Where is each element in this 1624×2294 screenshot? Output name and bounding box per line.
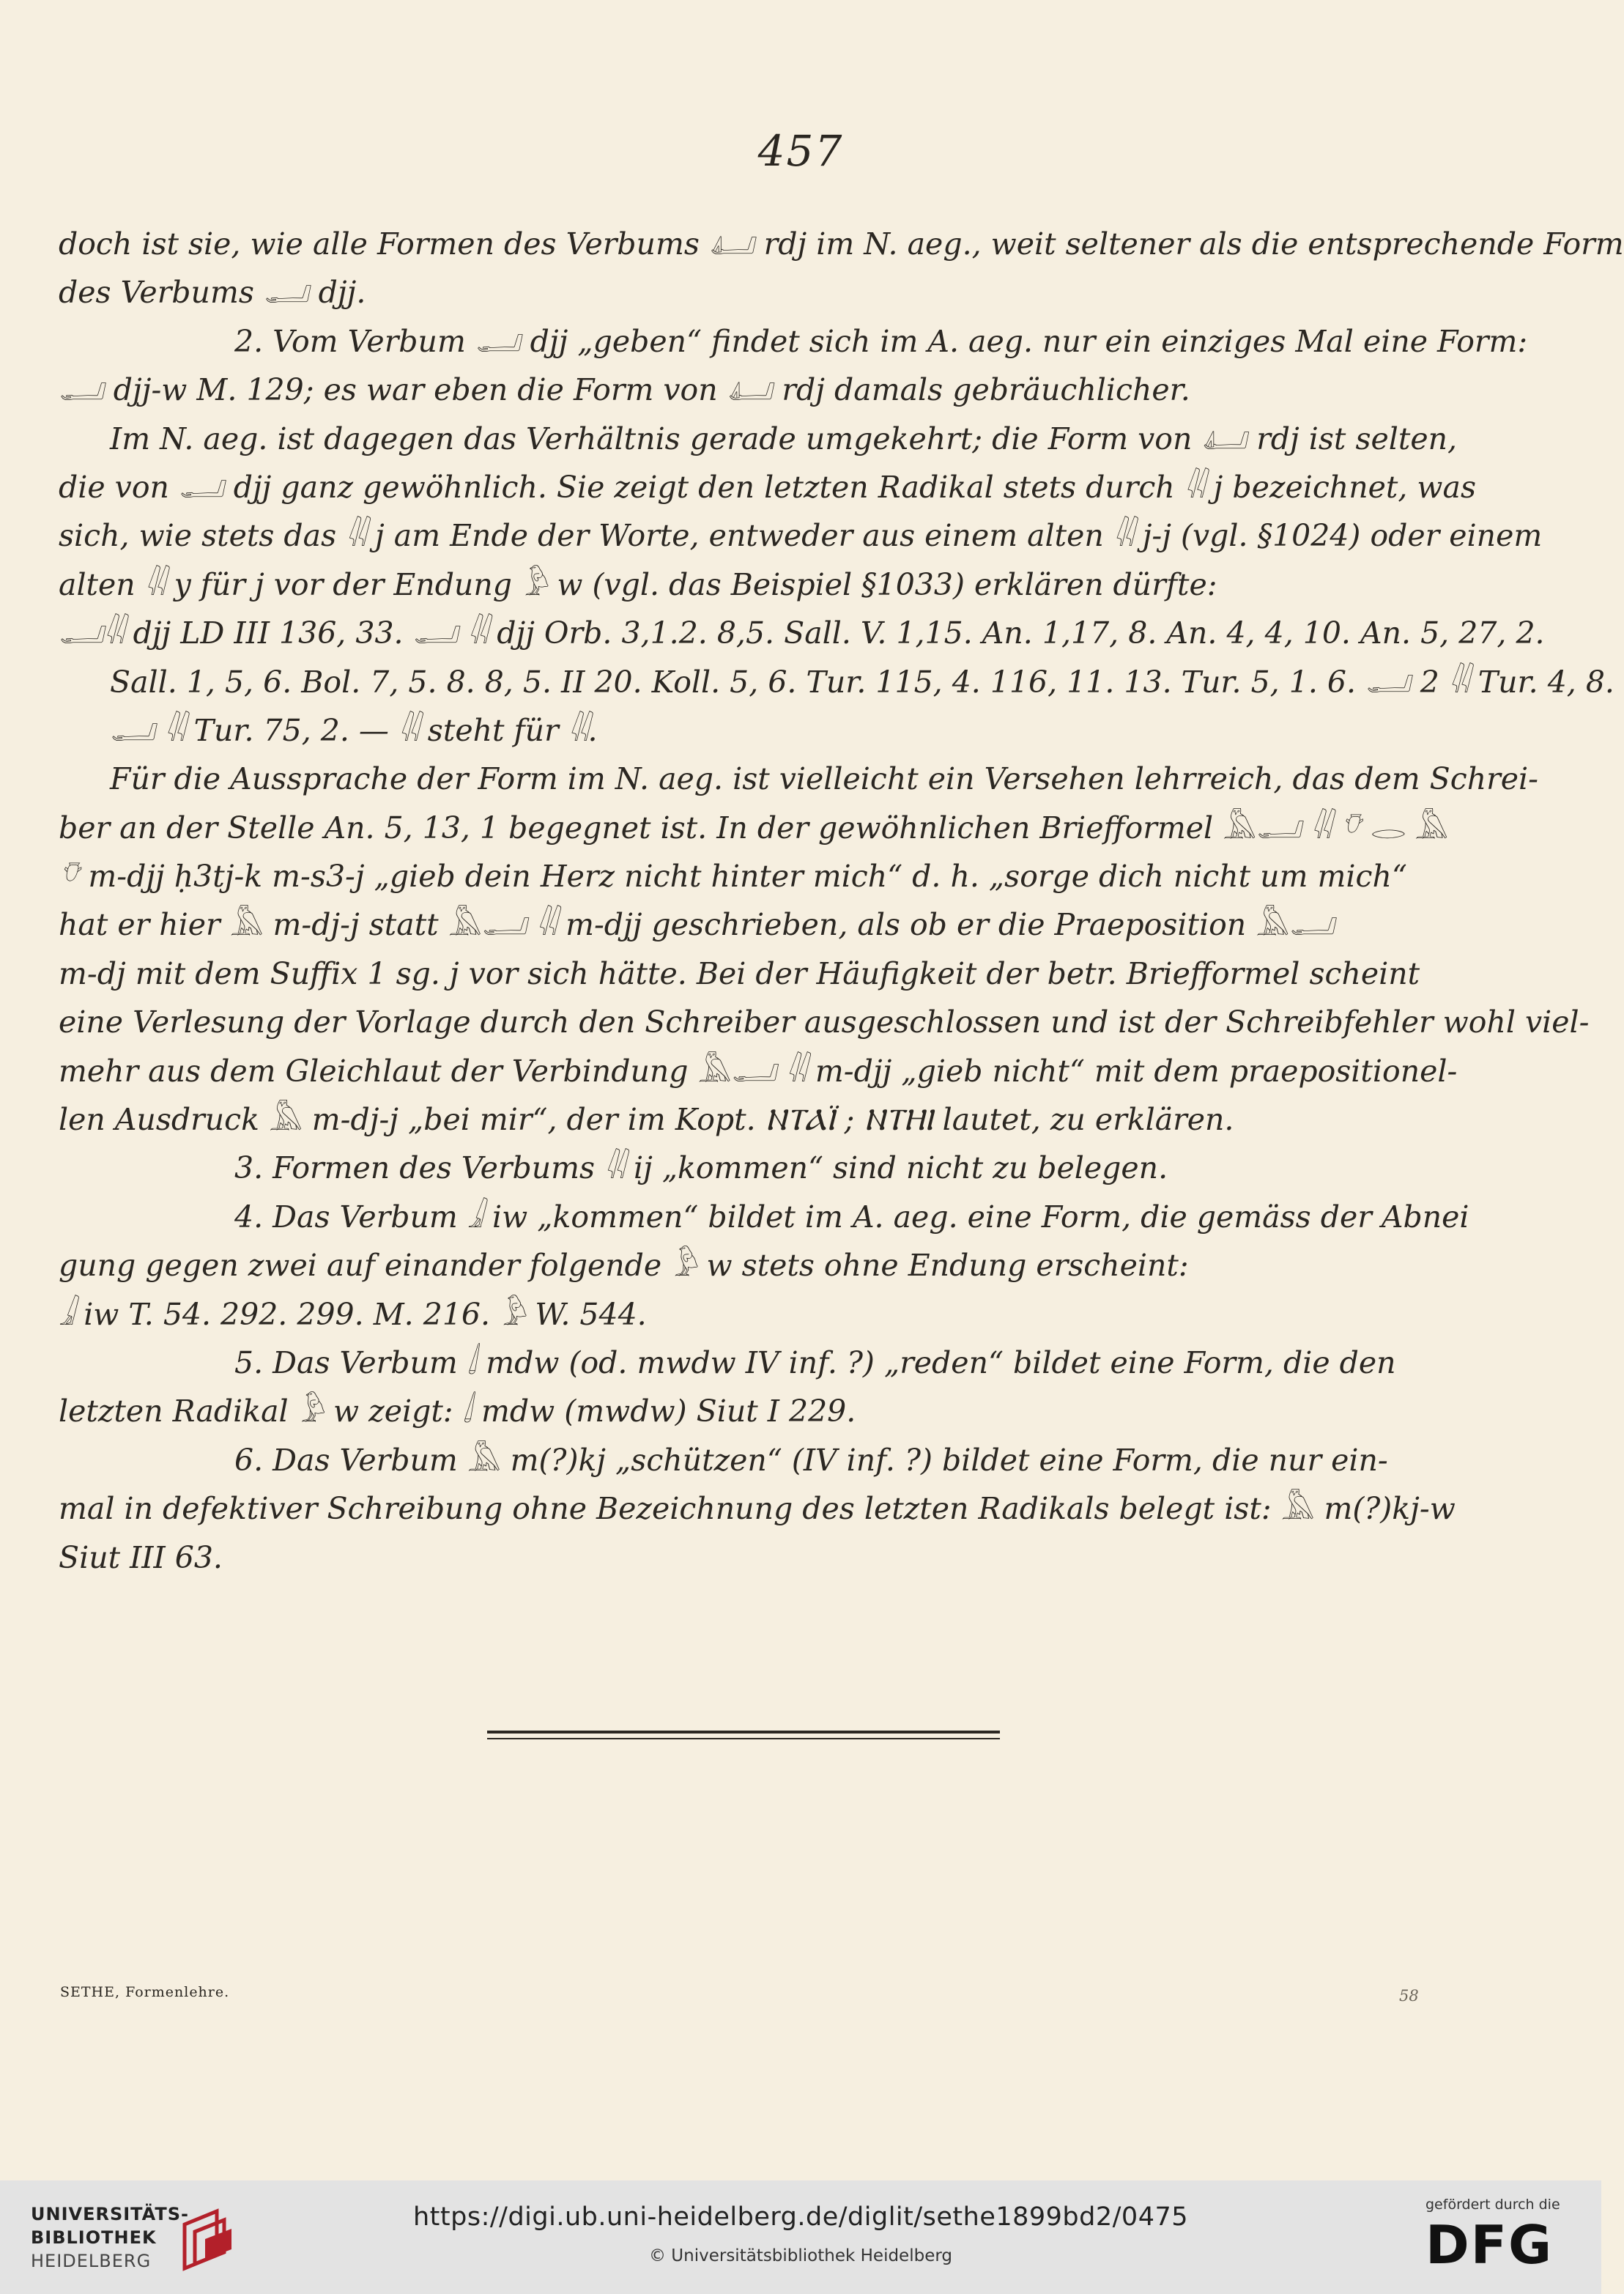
text-line: eine Verlesung der Vorlage durch den Schreiber ausgeschlossen und ist der Schreibfehler wohl viel- — [59, 1004, 1590, 1040]
text-line: 2. Vom Verbum 𓂝 djj „geben“ findet sich im A. aeg. nur ein einziges Mal eine Form: — [234, 323, 1528, 359]
closing-rule-top — [487, 1731, 1000, 1734]
text-line: sich, wie stets das 𓇌 j am Ende der Worte, entweder aus einem alten 𓇌 j-j (vgl. §1024) oder einem — [59, 518, 1543, 554]
funding-label: gefördert durch die — [1425, 2197, 1560, 2213]
dfg-logo[interactable]: DFG — [1425, 2214, 1554, 2276]
sheet-number: 58 — [1399, 1987, 1419, 2005]
text-line: Siut III 63. — [59, 1539, 223, 1575]
text-line: 3. Formen des Verbums 𓇌 ij „kommen“ sind nicht zu belegen. — [234, 1150, 1168, 1186]
text-line: alten 𓇌 y für j vor der Endung 𓅱 w (vgl. das Beispiel §1033) erklären dürfte: — [59, 566, 1217, 602]
text-line: Sall. 1, 5, 6. Bol. 7, 5. 8. 8, 5. II 20. Koll. 5, 6. Tur. 115, 4. 116, 11. 13. Tur. 5, 1. 6. 𓂝 2 𓇌 Tur. 4, 8. — [110, 664, 1614, 700]
text-line: 𓂝 djj-w M. 129; es war eben die Form von 𓂞 rdj damals gebräuchlicher. — [59, 372, 1190, 408]
text-line: 𓂝𓇌 djj LD III 136, 33. 𓂝 𓇌 djj Orb. 3,1.2. 8,5. Sall. V. 1,15. An. 1,17, 8. An. 4, 4, 10. An. 5, 27, 2. — [59, 615, 1545, 651]
text-line: doch ist sie, wie alle Formen des Verbums 𓂞 rdj im N. aeg., weit seltener als die entsprechende Form — [59, 226, 1624, 262]
text-line: mal in defektiver Schreibung ohne Bezeichnung des letzten Radikals belegt ist: 𓅓 m(?)kj-w — [59, 1491, 1456, 1527]
text-line: len Ausdruck 𓅓 m-dj-j „bei mir“, der im Kopt. ⲚⲦⲀⲒ̈ ; ⲚⲦⲎⲒ lautet, zu erklären. — [59, 1102, 1234, 1138]
copyright-notice: © Universitätsbibliothek Heidelberg — [648, 2246, 952, 2265]
text-line: letzten Radikal 𓅱 w zeigt: 𓌃 mdw (mwdw) Siut I 229. — [59, 1394, 856, 1429]
text-line: ber an der Stelle An. 5, 13, 1 begegnet ist. In der gewöhnlichen Briefformel 𓅓𓂝 𓇌 𓄣 𓂋 𓅓 — [59, 810, 1448, 846]
library-name-line3: HEIDELBERG — [31, 2251, 152, 2271]
library-name-line2: BIBLIOTHEK — [31, 2227, 157, 2248]
text-line: hat er hier 𓅓 m-dj-j statt 𓅓𓂝 𓇌 m-djj geschrieben, als ob er die Praeposition 𓅓𓂝 — [59, 907, 1335, 943]
text-line: des Verbums 𓂝 djj. — [59, 275, 366, 311]
text-line: gung gegen zwei auf einander folgende 𓅱 w stets ohne Endung erscheint: — [59, 1248, 1189, 1284]
body-text — [59, 220, 1624, 1582]
running-footer-title: SETHE, Formenlehre. — [60, 1984, 230, 2000]
text-line: 𓄣 m-djj ḥ3tj-k m-s3-j „gieb dein Herz nicht hinter mich“ d. h. „sorge dich nicht um mich“ — [59, 859, 1407, 895]
library-name-line1: UNIVERSITÄTS- — [31, 2204, 190, 2224]
text-line: Für die Aussprache der Form im N. aeg. ist vielleicht ein Versehen lehrreich, das dem Schrei- — [110, 761, 1538, 797]
text-line: 𓂝 𓇌 Tur. 75, 2. — 𓇌 steht für 𓇌. — [110, 712, 598, 748]
text-line: 4. Das Verbum 𓇍 iw „kommen“ bildet im A. aeg. eine Form, die gemäss der Abnei — [234, 1199, 1469, 1235]
permalink-url[interactable]: https://digi.ub.uni-heidelberg.de/diglit/sethe1899bd2/0475 — [413, 2202, 1188, 2232]
text-line: mehr aus dem Gleichlaut der Verbindung 𓅓𓂝 𓇌 m-djj „gieb nicht“ mit dem praepositionel- — [59, 1053, 1458, 1089]
viewer-footer-bar — [0, 2180, 1601, 2294]
text-line: die von 𓂝 djj ganz gewöhnlich. Sie zeigt den letzten Radikal stets durch 𓇌 j bezeichnet, was — [59, 469, 1476, 505]
text-line: m-dj mit dem Suffix 1 sg. j vor sich hätte. Bei der Häufigkeit der betr. Briefformel scheint — [59, 955, 1420, 991]
page-number: 457 — [757, 126, 844, 176]
text-line: 6. Das Verbum 𓅓 m(?)kj „schützen“ (IV inf. ?) bildet eine Form, die nur ein- — [234, 1442, 1388, 1478]
text-line: 𓇍 iw T. 54. 292. 299. M. 216. 𓅱 W. 544. — [59, 1296, 647, 1332]
text-line: 5. Das Verbum 𓌃 mdw (od. mwdw IV inf. ?) „reden“ bildet eine Form, die den — [234, 1344, 1396, 1380]
closing-rule-bottom — [487, 1738, 1000, 1739]
text-line: Im N. aeg. ist dagegen das Verhältnis gerade umgekehrt; die Form von 𓂞 rdj ist selten, — [110, 421, 1458, 456]
